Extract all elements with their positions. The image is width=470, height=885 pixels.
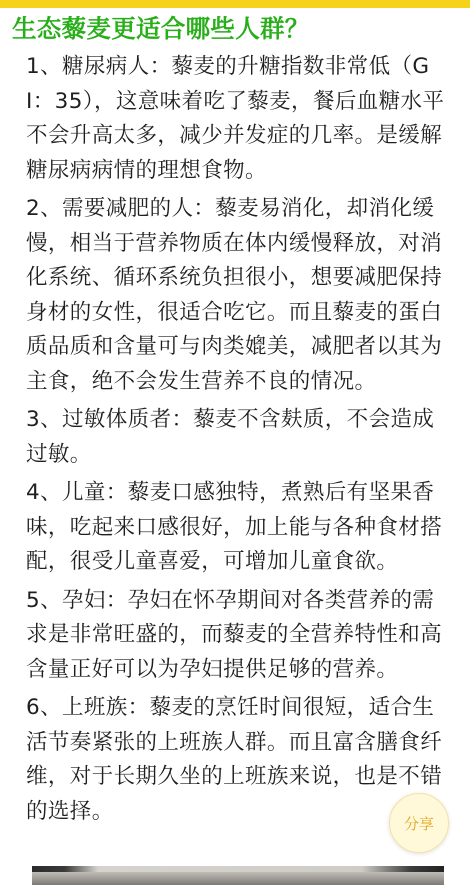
article-title: 生态藜麦更适合哪些人群？	[12, 14, 310, 43]
paragraph-pregnant: 5、孕妇：孕妇在怀孕期间对各类营养的需求是非常旺盛的，而藜麦的全营养特性和高含量正好可以为孕妇提供足够的营养。	[26, 587, 443, 682]
paragraph-allergy: 3、过敏体质者：藜麦不含麸质，不会造成过敏。	[26, 407, 435, 467]
share-button[interactable]	[389, 793, 449, 853]
article-image-partial	[32, 866, 444, 885]
paragraph-weight-loss: 2、需要减肥的人：藜麦易消化，却消化缓慢，相当于营养物质在体内缓慢释放，对消化系统、循环系统负担很小，想要减肥保持身材的女性，很适合吃它。而且藜麦的蛋白质品质和含量可与肉类媲美，减肥者以其为主食，绝不会发生营养不良的情况。	[26, 196, 443, 394]
paragraph-children: 4、儿童：藜麦口感独特，煮熟后有坚果香味，吃起来口感很好，加上能与各种食材搭配，很受儿童喜爱，可增加儿童食欲。	[26, 480, 443, 574]
share-button-label: 分享	[403, 814, 434, 833]
paragraph-office-workers: 6、上班族：藜麦的烹饪时间很短，适合生活节奏紧张的上班族人群。而且富含膳食纤维，对于长期久坐的上班族来说，也是不错的选择。	[26, 695, 443, 824]
top-accent-strip	[0, 0, 470, 8]
article-body	[26, 50, 450, 833]
paragraph-diabetics: 1、糖尿病人：藜麦的升糖指数非常低（GI：35），这意味着吃了藜麦，餐后血糖水平不会升高太多，减少并发症的几率。是缓解糖尿病病情的理想食物。	[26, 54, 445, 183]
